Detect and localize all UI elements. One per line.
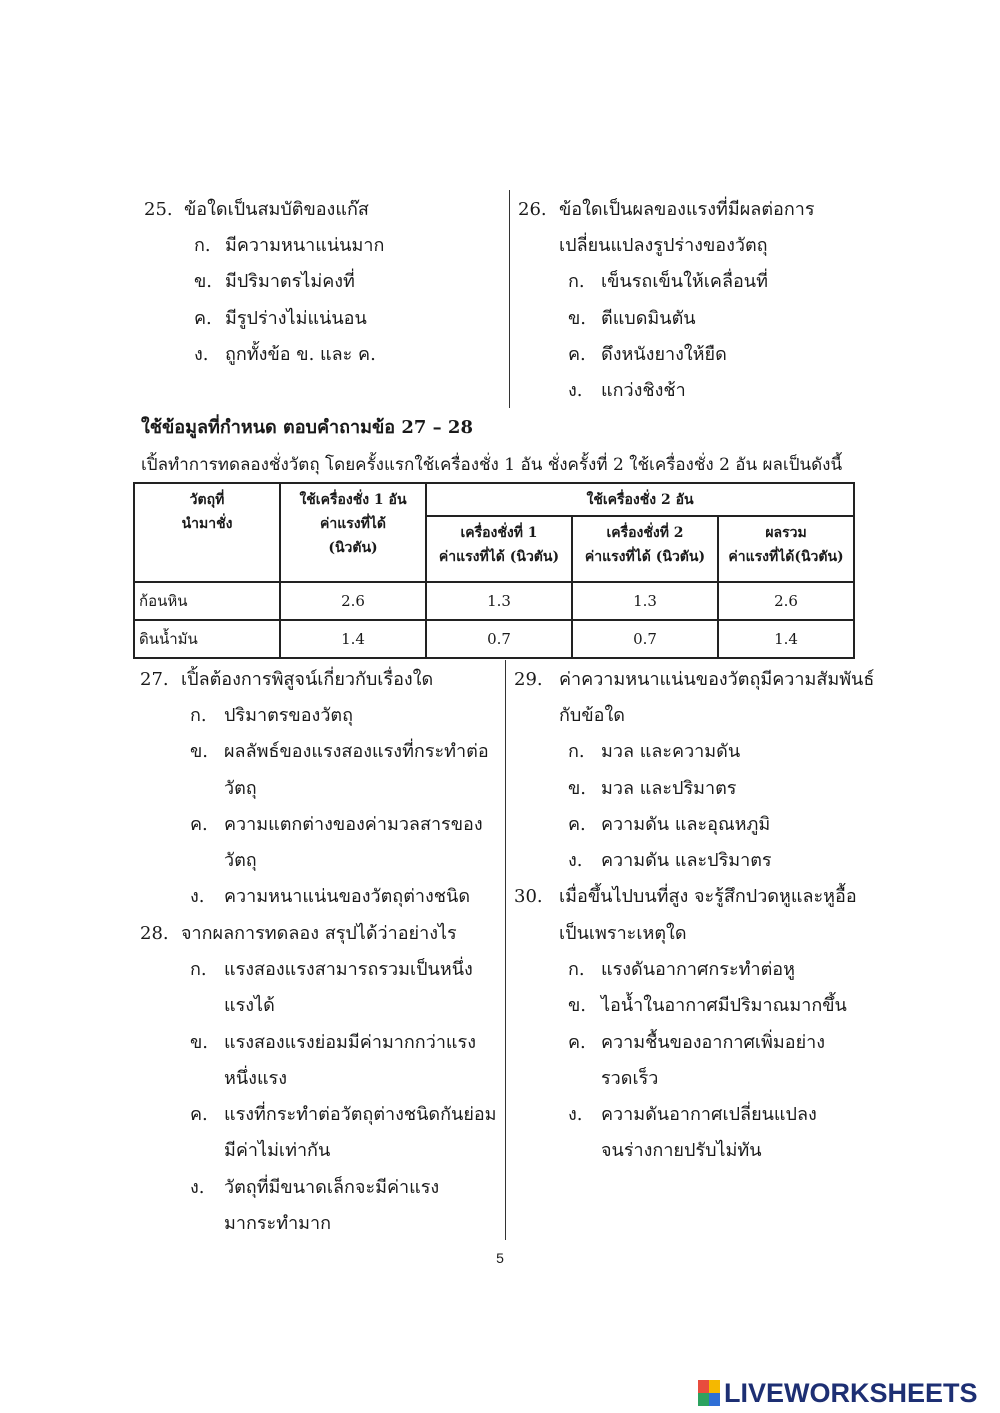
q25-choice-label: ง.: [194, 344, 209, 365]
q28-choice-text[interactable]: แรงที่กระทำต่อวัตถุต่างชนิดกันย่อม: [224, 1104, 497, 1125]
results-table: [133, 482, 855, 659]
header-scale1: [426, 516, 572, 582]
header-one-scale-title: ใช้เครื่องชั่ง 1 อัน: [299, 492, 407, 508]
q26-choice-text[interactable]: แกว่งชิงช้า: [601, 380, 686, 401]
q26-choice-label: ค.: [568, 344, 586, 365]
q27-choice-text[interactable]: ความหนาแน่นของวัตถุต่างชนิด: [224, 886, 471, 907]
header-scale1-title: เครื่องชั่งที่ 1: [460, 525, 538, 541]
header-scale2-sub: ค่าแรงที่ได้ (นิวตัน): [584, 549, 706, 565]
q25-choice-text[interactable]: มีความหนาแน่นมาก: [225, 235, 385, 256]
instruction-text: เปิ้ลทำการทดลองชั่งวัตถุ โดยครั้งแรกใช้เครื่องชั่ง 1 อัน ชั่งครั้งที่ 2 ใช้เครื่องชั่ง 2 อัน ผลเป็นดังนี้: [141, 455, 843, 475]
q28-choice-text[interactable]: แรงสองแรงสามารถรวมเป็นหนึ่ง: [224, 959, 473, 980]
q25-choice-label: ค.: [194, 308, 212, 329]
q29-choice-text[interactable]: ความดัน และปริมาตร: [601, 850, 772, 871]
header-object-line2: นำมาชั่ง: [181, 516, 233, 532]
q26-choice-text[interactable]: ดึงหนังยางให้ยืด: [601, 344, 727, 365]
q30-choice-text[interactable]: ไอน้ำในอากาศมีปริมาณมากขึ้น: [601, 995, 847, 1016]
q28-number: 28.: [140, 923, 169, 944]
q28-choice-text-cont[interactable]: มากระทำมาก: [224, 1213, 332, 1234]
q29-choice-text[interactable]: ความดัน และอุณหภูมิ: [601, 814, 771, 835]
column-divider: [509, 190, 510, 408]
q27-choice-text-cont[interactable]: วัตถุ: [224, 850, 257, 871]
row-scale1-value: 0.7: [426, 620, 572, 658]
q30-choice-text[interactable]: ความดันอากาศเปลี่ยนแปลง: [601, 1104, 817, 1125]
q28-choice-text-cont[interactable]: แรงได้: [224, 995, 275, 1016]
q30-choice-label: ข.: [568, 995, 587, 1016]
q30-number: 30.: [514, 886, 543, 907]
q28-choice-text[interactable]: แรงสองแรงย่อมมีค่ามากกว่าแรง: [224, 1032, 476, 1053]
q26-question-cont: เปลี่ยนแปลงรูปร่างของวัตถุ: [559, 235, 768, 256]
q25-choice-label: ก.: [194, 235, 211, 256]
q26-choice-text[interactable]: ตีแบดมินตัน: [601, 308, 696, 329]
q30-choice-text[interactable]: แรงดันอากาศกระทำต่อหู: [601, 959, 795, 980]
header-total-title: ผลรวม: [765, 525, 807, 541]
q28-question: จากผลการทดลอง สรุปได้ว่าอย่างไร: [181, 923, 457, 944]
liveworksheets-logo: [698, 1378, 978, 1408]
q30-question-cont: เป็นเพราะเหตุใด: [559, 923, 687, 944]
header-total: [718, 516, 854, 582]
q27-choice-label: ข.: [190, 741, 209, 762]
q26-choice-label: ง.: [568, 380, 583, 401]
row-object: ดินน้ำมัน: [134, 620, 280, 658]
q28-choice-label: ค.: [190, 1104, 208, 1125]
q27-choice-text[interactable]: ผลลัพธ์ของแรงสองแรงที่กระทำต่อ: [224, 741, 489, 762]
table-row: [134, 620, 854, 658]
q25-number: 25.: [144, 199, 173, 220]
row-object: ก้อนหิน: [134, 582, 280, 620]
header-total-sub: ค่าแรงที่ได้(นิวตัน): [728, 549, 844, 565]
q27-number: 27.: [140, 669, 169, 690]
header-two-scales: ใช้เครื่องชั่ง 2 อัน: [426, 483, 854, 516]
page-number: 5: [496, 1250, 504, 1266]
q28-choice-label: ง.: [190, 1177, 205, 1198]
logo-text: LIVEWORKSHEETS: [724, 1377, 978, 1408]
q27-choice-label: ง.: [190, 886, 205, 907]
q29-choice-label: ค.: [568, 814, 586, 835]
header-object: [134, 483, 280, 582]
header-one-scale-sub1: ค่าแรงที่ได้: [320, 516, 386, 532]
q28-choice-text-cont[interactable]: หนึ่งแรง: [224, 1068, 288, 1089]
q30-question: เมื่อขึ้นไปบนที่สูง จะรู้สึกปวดหูและหูอื้อ: [559, 886, 857, 907]
q27-choice-label: ค.: [190, 814, 208, 835]
q30-choice-label: ค.: [568, 1032, 586, 1053]
q28-choice-label: ก.: [190, 959, 207, 980]
q27-choice-text-cont[interactable]: วัตถุ: [224, 778, 257, 799]
header-object-line1: วัตถุที่: [189, 492, 225, 508]
header-scale2: [572, 516, 718, 582]
q29-question-cont: กับข้อใด: [559, 705, 625, 726]
q29-choice-label: ก.: [568, 741, 585, 762]
q30-choice-text[interactable]: ความชื้นของอากาศเพิ่มอย่าง: [601, 1032, 826, 1053]
logo-icon: [698, 1380, 720, 1406]
row-scale2-value: 0.7: [572, 620, 718, 658]
q29-choice-label: ข.: [568, 778, 587, 799]
q25-question: ข้อใดเป็นสมบัติของแก๊ส: [184, 199, 369, 220]
q30-choice-label: ง.: [568, 1104, 583, 1125]
row-total-value: 2.6: [718, 582, 854, 620]
q28-choice-label: ข.: [190, 1032, 209, 1053]
header-scale1-sub: ค่าแรงที่ได้ (นิวตัน): [438, 549, 560, 565]
q29-choice-text[interactable]: มวล และปริมาตร: [601, 778, 737, 799]
row-total-value: 1.4: [718, 620, 854, 658]
q25-choice-text[interactable]: ถูกทั้งข้อ ข. และ ค.: [225, 344, 376, 365]
q29-number: 29.: [514, 669, 543, 690]
q30-choice-label: ก.: [568, 959, 585, 980]
row-one-scale-value: 1.4: [280, 620, 426, 658]
header-one-scale: [280, 483, 426, 582]
q26-question: ข้อใดเป็นผลของแรงที่มีผลต่อการ: [559, 199, 815, 220]
q30-choice-text-cont[interactable]: รวดเร็ว: [601, 1068, 659, 1089]
q25-choice-text[interactable]: มีปริมาตรไม่คงที่: [225, 271, 355, 292]
q28-choice-text[interactable]: วัตถุที่มีขนาดเล็กจะมีค่าแรง: [224, 1177, 440, 1198]
q26-choice-text[interactable]: เข็นรถเข็นให้เคลื่อนที่: [601, 271, 768, 292]
row-one-scale-value: 2.6: [280, 582, 426, 620]
q26-choice-label: ข.: [568, 308, 587, 329]
header-scale2-title: เครื่องชั่งที่ 2: [606, 525, 684, 541]
q25-choice-label: ข.: [194, 271, 213, 292]
q26-number: 26.: [518, 199, 547, 220]
q29-question: ค่าความหนาแน่นของวัตถุมีความสัมพันธ์: [559, 669, 875, 690]
q29-choice-label: ง.: [568, 850, 583, 871]
q27-choice-text[interactable]: ความแตกต่างของค่ามวลสารของ: [224, 814, 483, 835]
q30-choice-text-cont[interactable]: จนร่างกายปรับไม่ทัน: [601, 1140, 762, 1161]
q27-choice-label: ก.: [190, 705, 207, 726]
instruction-heading: ใช้ข้อมูลที่กำหนด ตอบคำถามข้อ 27 – 28: [141, 417, 473, 438]
column-divider: [505, 660, 506, 1240]
row-scale1-value: 1.3: [426, 582, 572, 620]
q28-choice-text-cont[interactable]: มีค่าไม่เท่ากัน: [224, 1140, 331, 1161]
q25-choice-text[interactable]: มีรูปร่างไม่แน่นอน: [225, 308, 367, 329]
row-scale2-value: 1.3: [572, 582, 718, 620]
q26-choice-label: ก.: [568, 271, 585, 292]
table-row: [134, 582, 854, 620]
q29-choice-text[interactable]: มวล และความดัน: [601, 741, 741, 762]
q27-choice-text[interactable]: ปริมาตรของวัตถุ: [224, 705, 354, 726]
header-one-scale-sub2: (นิวตัน): [328, 540, 378, 556]
q27-question: เปิ้ลต้องการพิสูจน์เกี่ยวกับเรื่องใด: [181, 669, 434, 690]
